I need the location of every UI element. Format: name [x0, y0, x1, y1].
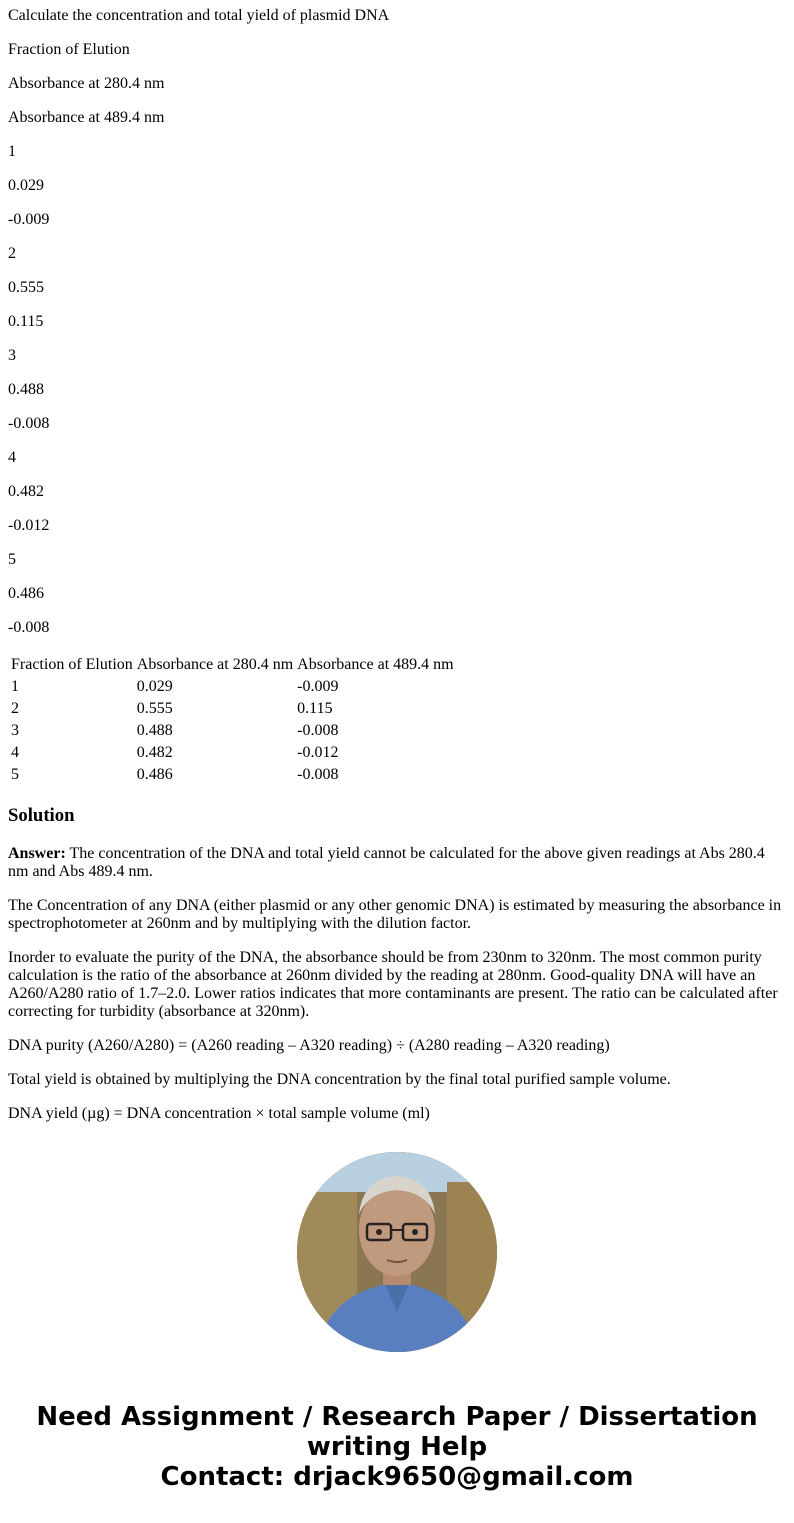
elution-table: [8, 653, 457, 787]
question-flat-data: [8, 41, 786, 637]
solution-paragraph: Total yield is obtained by multiplying the DNA concentration by the final total purified sample volume.: [8, 1071, 671, 1088]
table-row: [10, 743, 455, 763]
flat-value: 0.488: [8, 381, 44, 398]
table-cell: 0.482: [136, 744, 173, 761]
solution-paragraph: The Concentration of any DNA (either plasmid or any other genomic DNA) is estimated by measuring the absorbance in spectrophotometer at 260nm and by multiplying with the dilution factor.: [8, 897, 782, 932]
table-cell: 0.555: [136, 700, 173, 717]
table-cell: 0.486: [136, 766, 173, 783]
table-cell: -0.012: [297, 744, 339, 761]
answer-label: Answer:: [8, 845, 66, 862]
flat-value: 0.029: [8, 177, 44, 194]
table-row: [10, 677, 455, 697]
flat-header: Fraction of Elution: [8, 41, 130, 58]
author-avatar: [297, 1152, 497, 1352]
flat-header: Absorbance at 280.4 nm: [8, 75, 165, 92]
table-cell: 0.115: [297, 700, 333, 717]
table-cell: 4: [11, 744, 19, 761]
flat-value: 0.115: [8, 313, 44, 330]
flat-value: 5: [8, 551, 16, 568]
table-row: [10, 699, 455, 719]
flat-value: -0.009: [8, 211, 50, 228]
flat-value: -0.008: [8, 619, 50, 636]
purity-formula: DNA purity (A260/A280) = (A260 reading – A320 reading) ÷ (A280 reading – A320 reading): [8, 1037, 610, 1054]
table-cell: 2: [11, 700, 19, 717]
flat-value: -0.012: [8, 517, 50, 534]
flat-value: 3: [8, 347, 16, 364]
flat-value: -0.008: [8, 415, 50, 432]
flat-header: Absorbance at 489.4 nm: [8, 109, 165, 126]
solution-paragraph: Inorder to evaluate the purity of the DNA, the absorbance should be from 230nm to 320nm. The most common purity calculation is the ratio of the absorbance at 260nm divided by the reading at 280nm. Good-quality DNA will have an A260/A280 ratio of 1.7–2.0. Lower ratios indicates that more contaminants are present. The ratio can be calculated after correcting for turbidity (absorbance at 320nm).: [8, 949, 778, 1020]
avatar-eye-left: [376, 1229, 382, 1235]
flat-value: 0.555: [8, 279, 44, 296]
table-cell: 0.029: [136, 678, 173, 695]
flat-value: 4: [8, 449, 16, 466]
table-cell: -0.008: [297, 766, 339, 783]
promo-banner: [0, 1402, 794, 1492]
table-header-cell: Fraction of Elution: [11, 656, 133, 673]
promo-contact: Contact: drjack9650@gmail.com: [160, 1462, 634, 1492]
answer-text: The concentration of the DNA and total yield cannot be calculated for the above given readings at Abs 280.4 nm and Abs 489.4 nm.: [8, 845, 765, 880]
flat-value: 1: [8, 143, 16, 160]
table-cell: -0.009: [297, 678, 339, 695]
flat-value: 0.482: [8, 483, 44, 500]
flat-value: 0.486: [8, 585, 44, 602]
author-portrait: [297, 1152, 497, 1352]
answer-paragraph: [8, 845, 786, 881]
promo-line: Need Assignment / Research Paper / Dissertation: [36, 1402, 758, 1432]
table-row: [10, 721, 455, 741]
table-cell: 3: [11, 722, 19, 739]
avatar-eye-right: [412, 1229, 418, 1235]
promo-line: writing Help: [306, 1432, 488, 1462]
table-header-cell: Absorbance at 280.4 nm: [136, 656, 294, 673]
table-row: [10, 765, 455, 785]
table-header-cell: Absorbance at 489.4 nm: [297, 656, 454, 673]
table-cell: -0.008: [297, 722, 339, 739]
document-content: [8, 0, 786, 1124]
table-header-row: [10, 655, 455, 675]
table-cell: 1: [11, 678, 19, 695]
table-cell: 0.488: [136, 722, 173, 739]
solution-heading: Solution: [8, 805, 75, 826]
question-title: Calculate the concentration and total yield of plasmid DNA: [8, 7, 390, 24]
yield-formula: DNA yield (µg) = DNA concentration × total sample volume (ml): [8, 1105, 430, 1122]
flat-value: 2: [8, 245, 16, 262]
table-cell: 5: [11, 766, 19, 783]
